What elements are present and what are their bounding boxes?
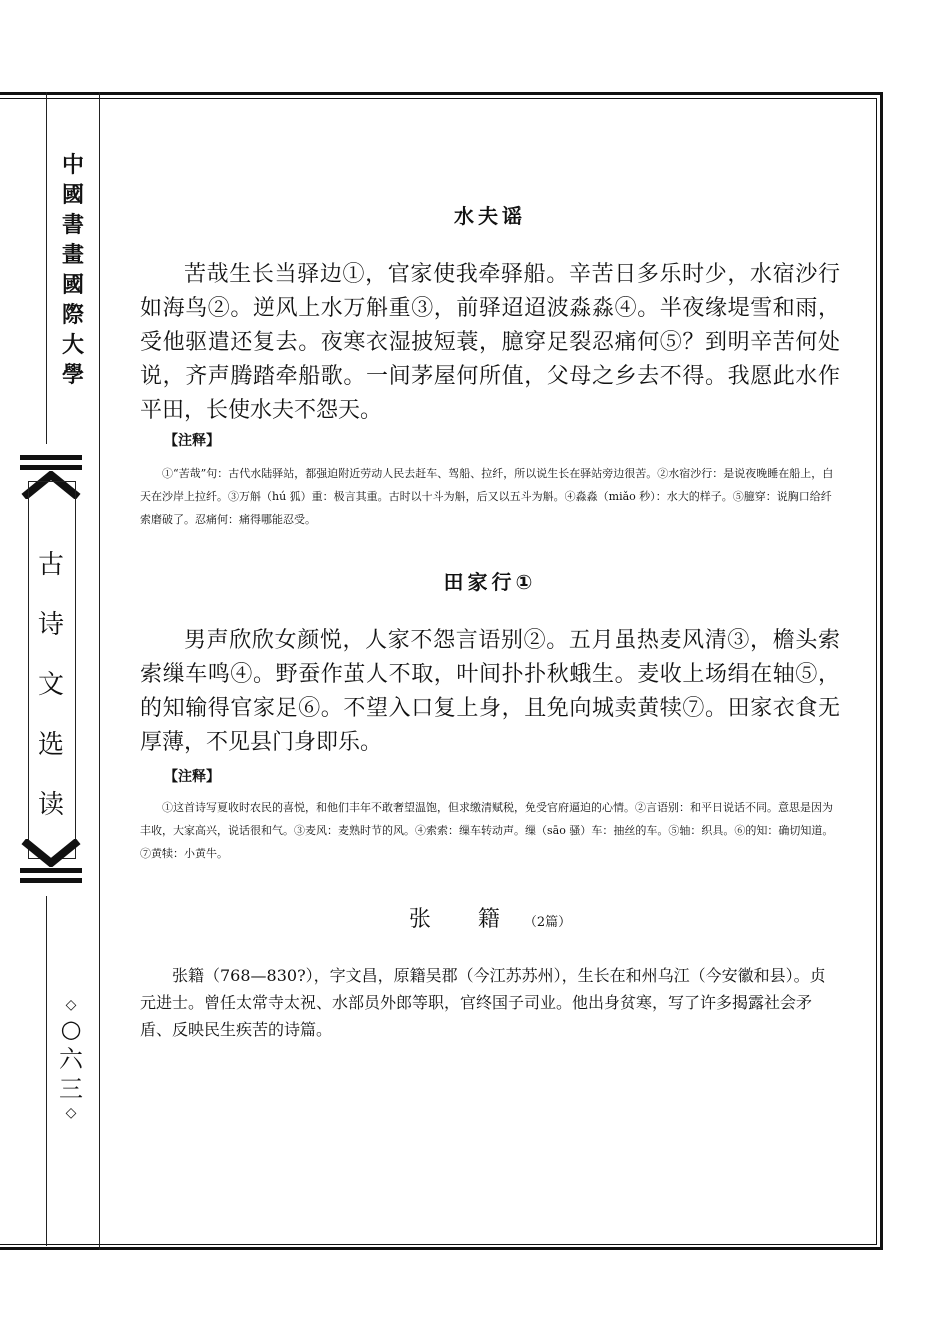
series-char: 學 (61, 362, 84, 388)
author-name: 张 籍 (408, 907, 520, 932)
section-char: 读 (37, 790, 64, 820)
notes-heading: 【注释】 (164, 433, 220, 449)
poem-title: 水夫谣 (454, 204, 526, 228)
page-number (56, 996, 86, 1122)
section-title-box (20, 455, 82, 883)
spine-line-lower (46, 896, 47, 1246)
author-bio: 张籍（768—830?），字文昌，原籍吴郡（今江苏苏州），生长在和州乌江（今安徽和县）。贞元进士。曾任太常寺太祝、水部员外郎等职，官终国子司业。他出身贫寒，写了许多揭露社会矛盾、反映民生疾苦的诗篇。 (140, 966, 826, 1039)
notes-heading: 【注释】 (164, 769, 220, 785)
series-char: 書 (61, 212, 84, 238)
section-char: 诗 (37, 610, 64, 640)
series-char: 大 (61, 332, 84, 358)
series-char: 畫 (61, 242, 84, 268)
notes-body: ①这首诗写夏收时农民的喜悦，和他们丰年不敢奢望温饱，但求缴清赋税，免受官府逼迫的心情。②言语别：和平日说话不同。意思是因为丰收，大家高兴，说话很和气。③麦风：麦熟时节的风。④索索：缫车转动声。缫（sāo 骚）车：抽丝的车。⑤轴：织具。⑥的知：确切知道。⑦黄犊：小黄牛。 (140, 801, 834, 860)
section-title (20, 535, 82, 835)
diamond-icon: ◇ (65, 997, 77, 1013)
ornament-bar (20, 878, 82, 883)
ornament-bar (20, 868, 82, 873)
series-char: 國 (61, 182, 84, 208)
page-digit: ○ (60, 1015, 82, 1043)
spine-line-right (99, 92, 100, 1250)
ornament-bar (20, 455, 82, 460)
page-digit: 三 (59, 1075, 83, 1103)
poem-body: 男声欣欣女颜悦，人家不怨言语别②。五月虽热麦风清③，檐头索索缫车鸣④。野蚕作茧人不取，叶间扑扑秋蛾生。麦收上场绢在轴⑤，的知输得官家足⑥。不望入口复上身，且免向城卖黄犊⑦。田家衣食无厚薄，不见县门身即乐。 (140, 628, 840, 755)
author-poem-count: （2篇） (523, 915, 572, 930)
author-heading (140, 902, 840, 933)
chevron-down-ornament-icon (20, 839, 82, 867)
spine-line-upper (46, 92, 47, 444)
series-char: 國 (61, 272, 84, 298)
section-char: 文 (37, 670, 64, 700)
section-char: 选 (37, 730, 64, 760)
series-char: 中 (61, 152, 84, 178)
poem-title: 田家行① (443, 570, 537, 594)
poem-body: 苦哉生长当驿边①，官家使我牵驿船。辛苦日多乐时少，水宿沙行如海鸟②。逆风上水万斛重③，前驿迢迢波淼淼④。半夜缘堤雪和雨，受他驱遣还复去。夜寒衣湿披短蓑，臆穿足裂忍痛何⑤？到明辛苦何处说，齐声腾踏牵船歌。一间茅屋何所值，父母之乡去不得。我愿此水作平田，长使水夫不怨天。 (140, 262, 840, 423)
section-char: 古 (37, 550, 64, 580)
series-title (48, 150, 98, 390)
notes-body: ①“苦哉”句：古代水陆驿站，都强迫附近劳动人民去赶车、驾船、拉纤，所以说生长在驿站旁边很苦。②水宿沙行：是说夜晚睡在船上，白天在沙岸上拉纤。③万斛（hú 狐）重：极言其重。古时以十斗为斛，后又以五斗为斛。④淼淼（miǎo 秒）：水大的样子。⑤臆穿：说胸口给纤索磨破了。忍痛何：痛得哪能忍受。 (140, 467, 834, 526)
diamond-icon: ◇ (65, 1105, 77, 1121)
series-char: 際 (61, 302, 84, 328)
ornament-bar (20, 465, 82, 470)
page-digit: 六 (59, 1045, 83, 1073)
